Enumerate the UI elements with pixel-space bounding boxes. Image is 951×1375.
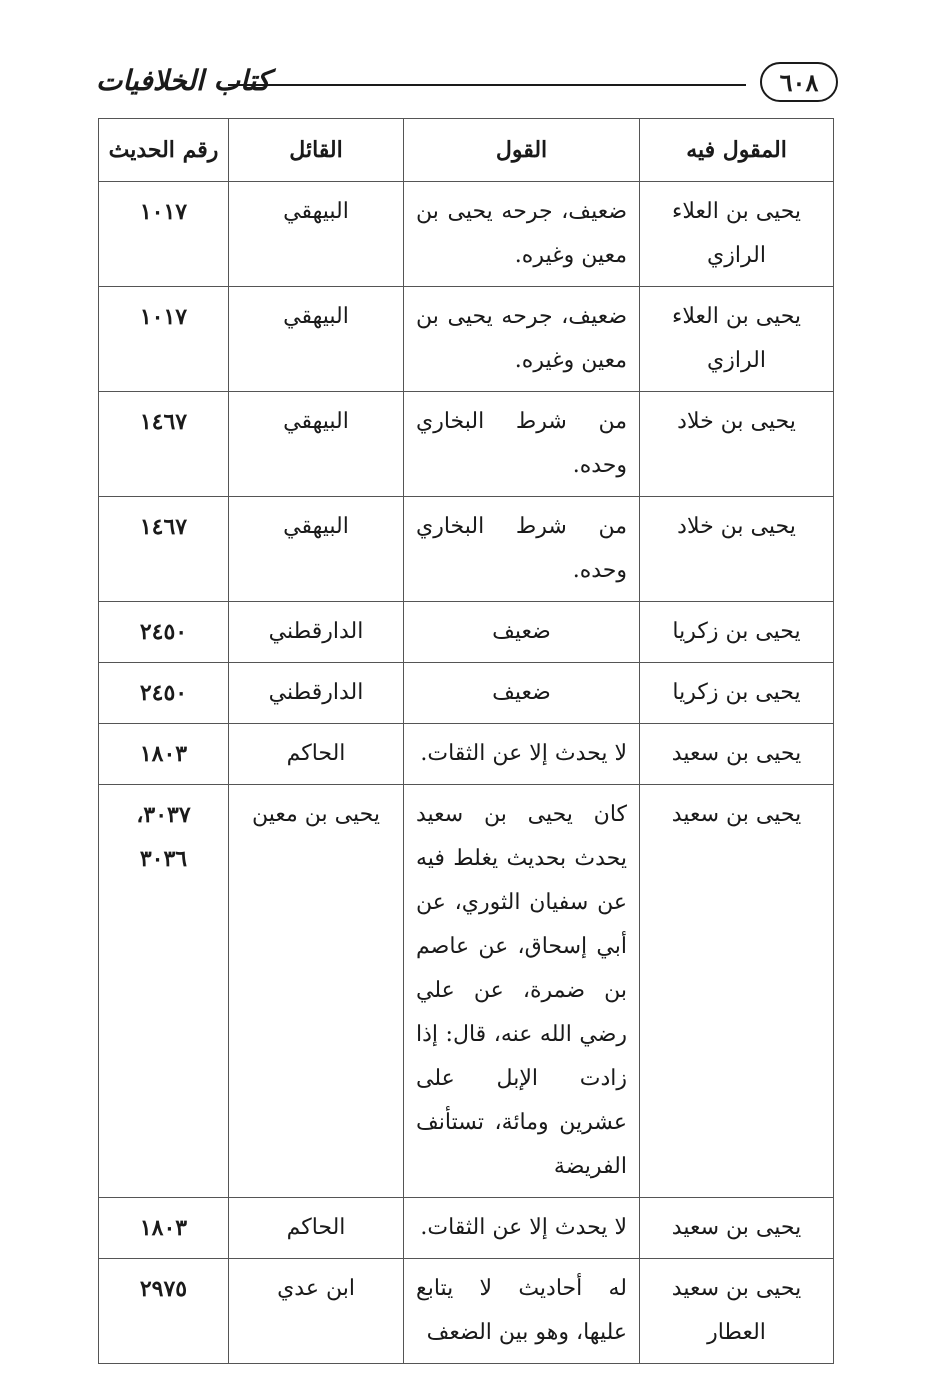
cell-saying: لا يحدث إلا عن الثقات. bbox=[404, 724, 640, 785]
page-header bbox=[96, 62, 838, 106]
cell-saying: ضعيف bbox=[404, 663, 640, 724]
cell-sayer: البيهقي bbox=[229, 497, 404, 602]
cell-number: ١٠١٧ bbox=[99, 182, 229, 287]
table-row bbox=[99, 1259, 834, 1364]
cell-sayer: البيهقي bbox=[229, 182, 404, 287]
header-rule bbox=[228, 84, 746, 86]
column-header-sayer: القائل bbox=[229, 119, 404, 182]
cell-name: يحيى بن زكريا bbox=[640, 663, 834, 724]
cell-saying: ضعيف، جرحه يحيى بن معين وغيره. bbox=[404, 287, 640, 392]
cell-number: ٢٩٧٥ bbox=[99, 1259, 229, 1364]
cell-sayer: الدارقطني bbox=[229, 602, 404, 663]
column-header-name: المقول فيه bbox=[640, 119, 834, 182]
cell-sayer: يحيى بن معين bbox=[229, 785, 404, 1198]
cell-name: يحيى بن العلاء الرازي bbox=[640, 287, 834, 392]
page-number: ٦٠٨ bbox=[760, 62, 838, 102]
table-row bbox=[99, 785, 834, 1198]
cell-sayer: ابن عدي bbox=[229, 1259, 404, 1364]
narrators-table bbox=[98, 118, 834, 1364]
cell-number: ١٨٠٣ bbox=[99, 724, 229, 785]
book-title: كتاب الخلافيات bbox=[96, 64, 271, 97]
table-row bbox=[99, 602, 834, 663]
cell-number: ٢٤٥٠ bbox=[99, 663, 229, 724]
cell-name: يحيى بن سعيد العطار bbox=[640, 1259, 834, 1364]
cell-number: ٢٤٥٠ bbox=[99, 602, 229, 663]
cell-sayer: الحاكم bbox=[229, 724, 404, 785]
table-row bbox=[99, 287, 834, 392]
cell-saying: من شرط البخاري وحده. bbox=[404, 497, 640, 602]
cell-sayer: الدارقطني bbox=[229, 663, 404, 724]
cell-saying: ضعيف bbox=[404, 602, 640, 663]
cell-number: ٣٠٣٧، ٣٠٣٦ bbox=[99, 785, 229, 1198]
cell-sayer: البيهقي bbox=[229, 287, 404, 392]
cell-name: يحيى بن خلاد bbox=[640, 497, 834, 602]
cell-saying: لا يحدث إلا عن الثقات. bbox=[404, 1198, 640, 1259]
cell-name: يحيى بن خلاد bbox=[640, 392, 834, 497]
cell-sayer: البيهقي bbox=[229, 392, 404, 497]
table-header-row bbox=[99, 119, 834, 182]
table-row bbox=[99, 182, 834, 287]
cell-number: ١٤٦٧ bbox=[99, 392, 229, 497]
cell-number: ١٤٦٧ bbox=[99, 497, 229, 602]
column-header-saying: القول bbox=[404, 119, 640, 182]
cell-name: يحيى بن سعيد bbox=[640, 724, 834, 785]
column-header-hadith-number: رقم الحديث bbox=[99, 119, 229, 182]
cell-name: يحيى بن سعيد bbox=[640, 785, 834, 1198]
table-row bbox=[99, 1198, 834, 1259]
cell-saying: ضعيف، جرحه يحيى بن معين وغيره. bbox=[404, 182, 640, 287]
cell-number: ١٠١٧ bbox=[99, 287, 229, 392]
cell-sayer: الحاكم bbox=[229, 1198, 404, 1259]
table-row bbox=[99, 663, 834, 724]
cell-saying: له أحاديث لا يتابع عليها، وهو بين الضعف bbox=[404, 1259, 640, 1364]
cell-saying: كان يحيى بن سعيد يحدث بحديث يغلط فيه عن سفيان الثوري، عن أبي إسحاق، عن عاصم بن ضمرة، عن علي رضي الله عنه، قال: إذا زادت الإبل على عشرين ومائة، تستأنف الفريضة bbox=[404, 785, 640, 1198]
cell-name: يحيى بن العلاء الرازي bbox=[640, 182, 834, 287]
cell-name: يحيى بن سعيد bbox=[640, 1198, 834, 1259]
cell-name: يحيى بن زكريا bbox=[640, 602, 834, 663]
table-row bbox=[99, 724, 834, 785]
table-row bbox=[99, 392, 834, 497]
cell-saying: من شرط البخاري وحده. bbox=[404, 392, 640, 497]
table-row bbox=[99, 497, 834, 602]
cell-number: ١٨٠٣ bbox=[99, 1198, 229, 1259]
